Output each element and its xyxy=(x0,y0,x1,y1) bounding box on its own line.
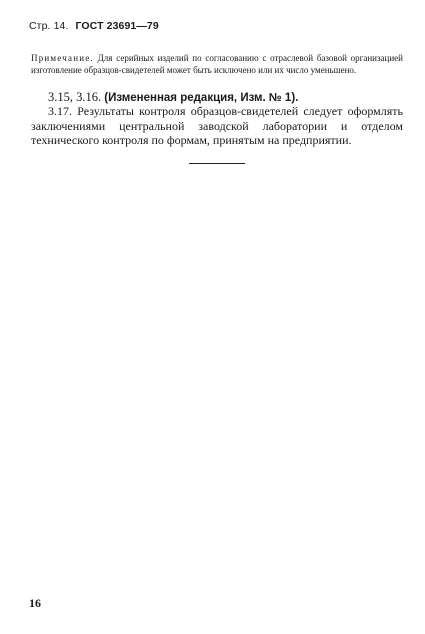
amendment-paragraph xyxy=(48,90,298,105)
page-header xyxy=(29,20,159,32)
header-separator: . xyxy=(65,20,72,32)
note-text: Для серийных изделий по согласованию с отраслевой базовой организацией изготовление образцов-свидетелей может быть исключено или их число уменьшено. xyxy=(31,53,403,75)
note-label: Примечание. xyxy=(31,53,94,63)
note-block xyxy=(31,53,403,76)
page-label: Стр. 14 xyxy=(29,20,66,32)
section-divider xyxy=(189,163,245,164)
clause-3-17: 3.17. Результаты контроля образцов-свидетелей следует оформлять заключениями центральной заводской лаборатории и отделом технического контроля по формам, принятым на предприятии. xyxy=(31,104,403,147)
page-number: 16 xyxy=(29,596,41,610)
amendment-clause-ref: 3.15, 3.16. xyxy=(48,90,102,104)
standard-number: ГОСТ 23691—79 xyxy=(75,20,159,32)
amendment-text: (Измененная редакция, Изм. № 1). xyxy=(104,92,299,104)
